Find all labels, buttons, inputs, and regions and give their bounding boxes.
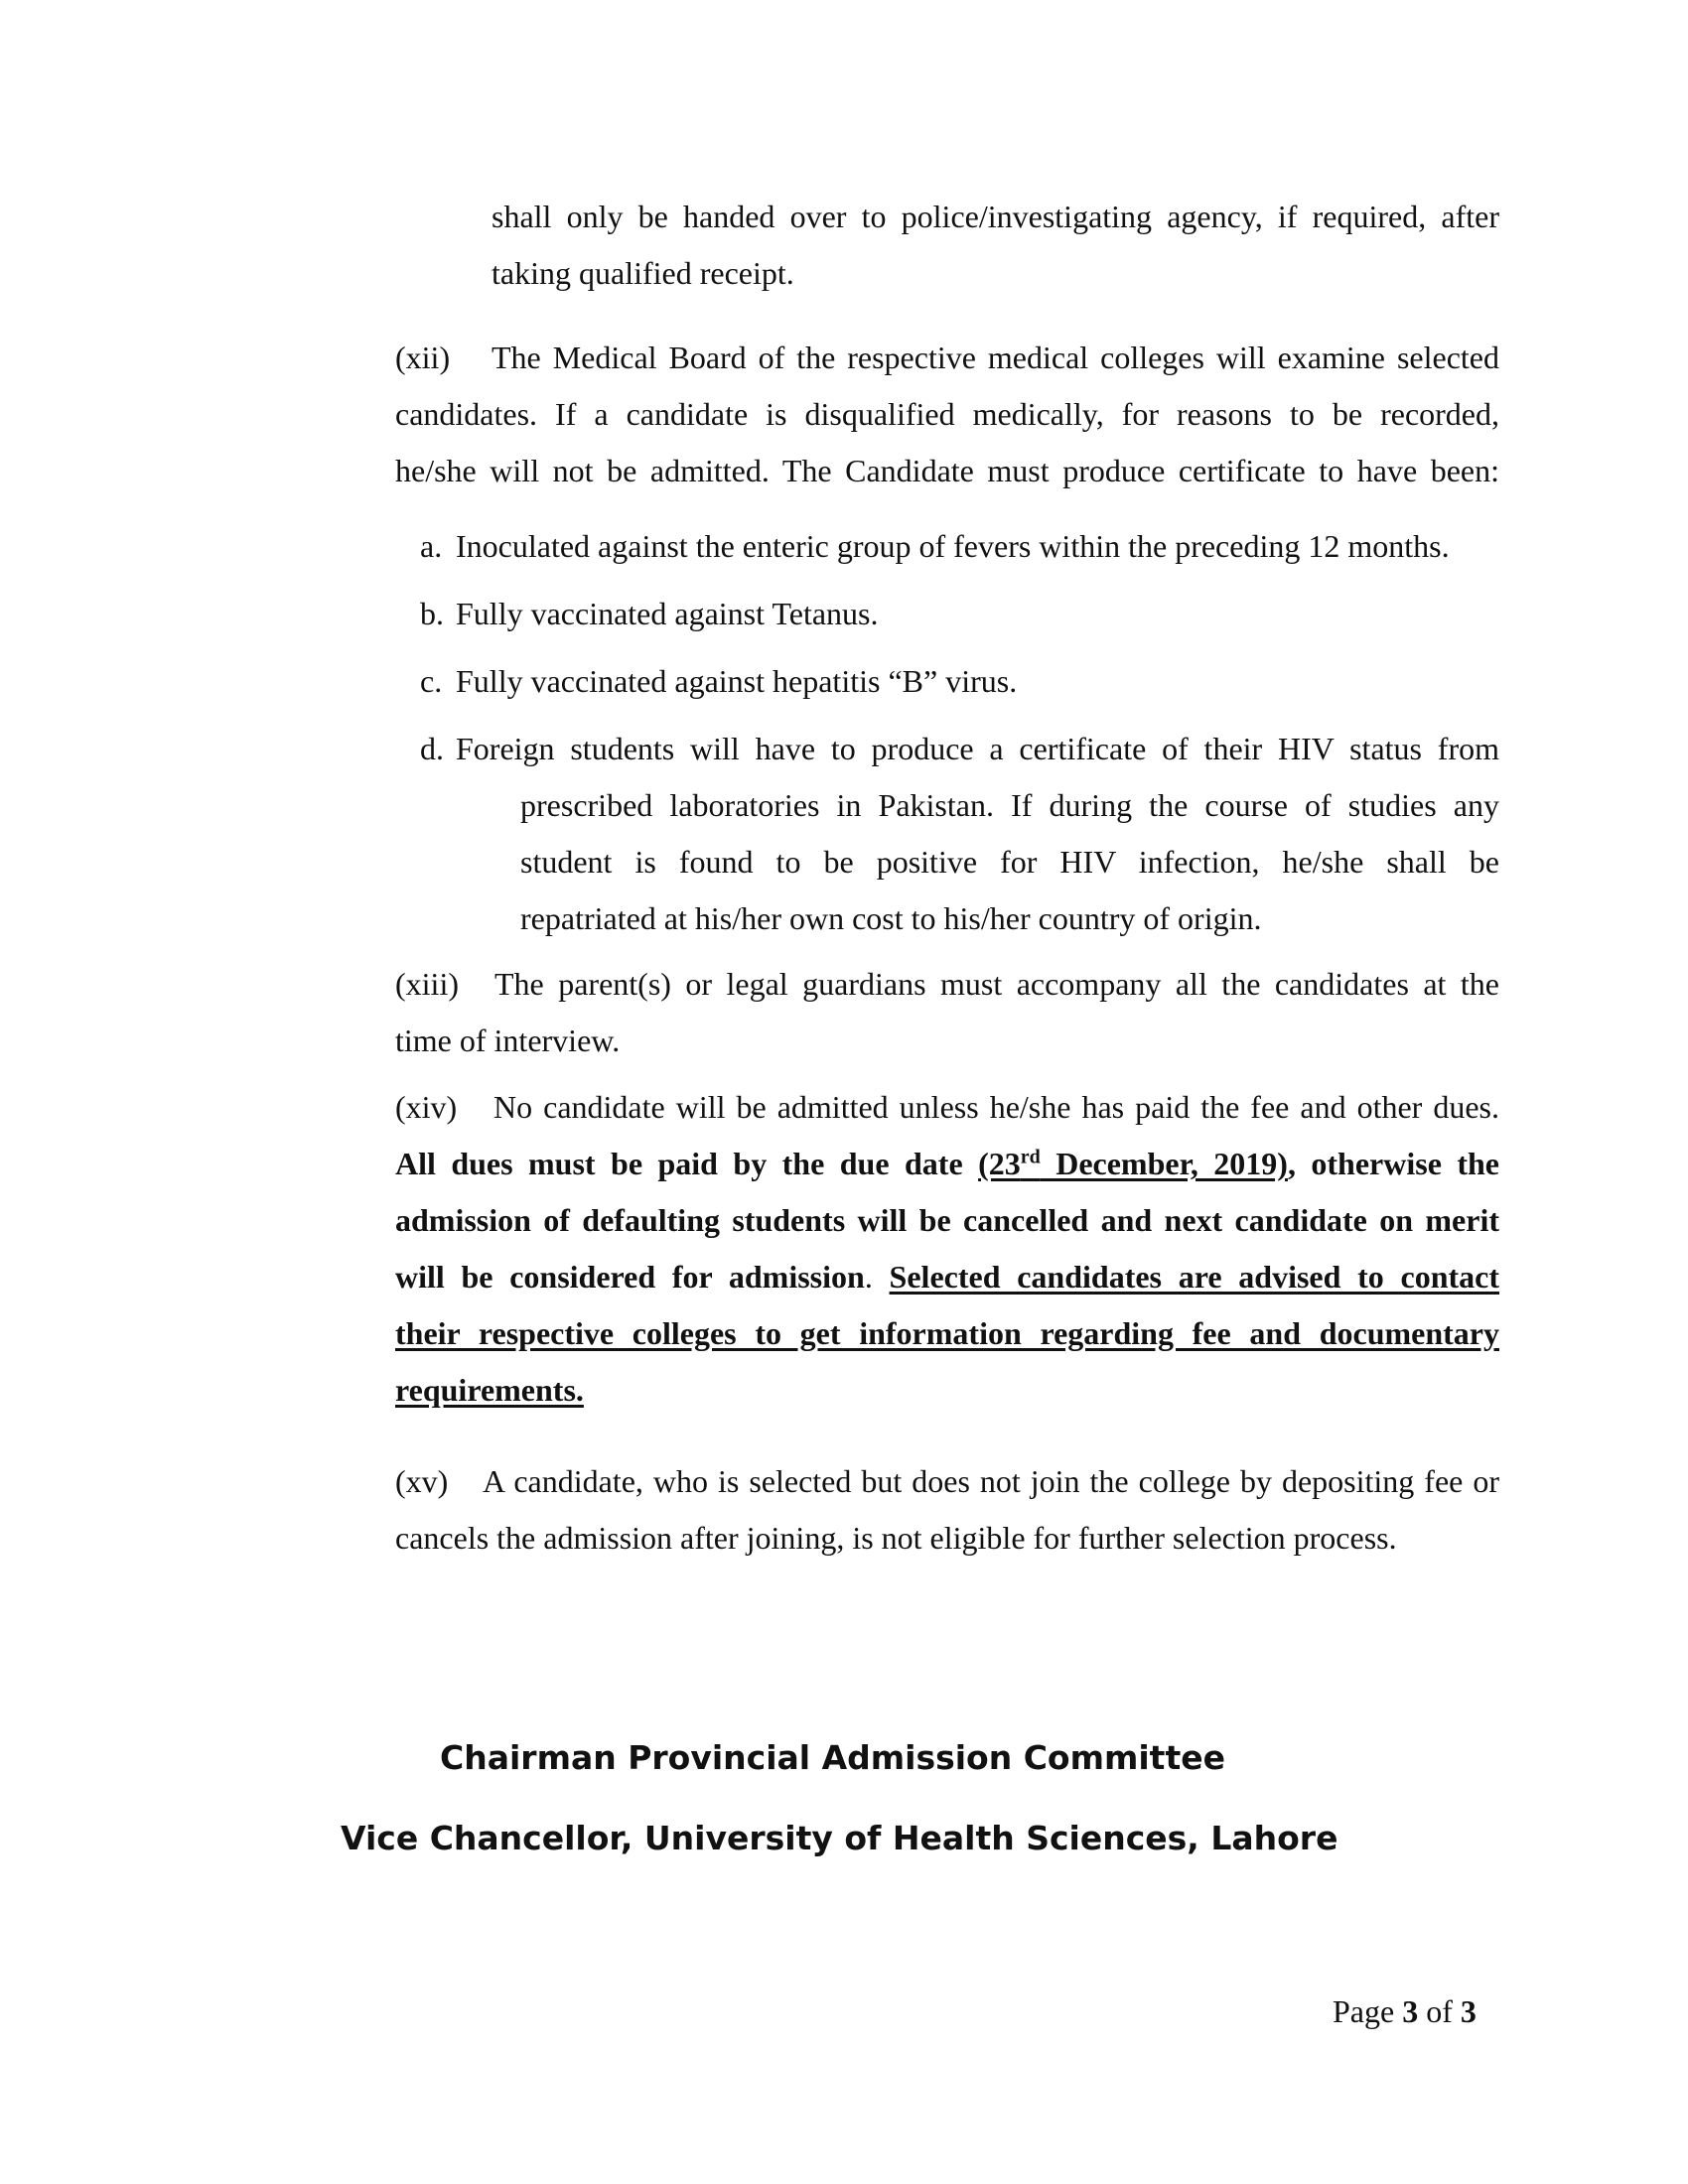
list-marker: d.	[420, 731, 444, 766]
item-xv-line-1	[395, 1453, 1499, 1510]
due-notice-text-cont: , otherwise the	[1287, 1146, 1500, 1181]
item-xii-line-1-text: The Medical Board of the respective medical colleges will examine selected	[492, 340, 1499, 375]
item-xii-line-1	[395, 330, 1499, 386]
list-marker: a.	[420, 528, 443, 564]
due-date-open: (23	[978, 1146, 1021, 1181]
list-marker: c.	[420, 663, 443, 699]
due-date-close: December, 2019)	[1040, 1146, 1288, 1181]
item-xiii-line-1	[395, 956, 1499, 1013]
due-notice-end: will be considered for admission	[395, 1259, 865, 1295]
item-xiv-line-1-text: No candidate will be admitted unless he/she has paid the fee and other dues.	[493, 1089, 1499, 1125]
item-xiv-line-3: admission of defaulting students will be cancelled and next candidate on merit	[395, 1202, 1499, 1238]
item-xiii-line-1-text: The parent(s) or legal guardians must accompany all the candidates at the	[494, 966, 1499, 1002]
list-item-d-line-1: Foreign students will have to produce a certificate of their HIV status from	[456, 731, 1499, 766]
continuation-paragraph	[492, 189, 1499, 302]
list-marker: b.	[420, 596, 444, 631]
item-xiv-number: (xiv)	[395, 1089, 458, 1125]
list-item-d	[395, 721, 1499, 959]
due-date-suffix: rd	[1020, 1146, 1041, 1168]
item-xv	[395, 1453, 1499, 1567]
item-xv-line-2: cancels the admission after joining, is not eligible for further selection process.	[395, 1520, 1397, 1556]
page-number	[1333, 1993, 1477, 2030]
list-item-text: Fully vaccinated against hepatitis “B” virus.	[456, 663, 1018, 699]
of-label: of	[1418, 1993, 1461, 2029]
due-notice-text: All dues must be paid by the due date	[395, 1146, 979, 1181]
item-xiii	[395, 956, 1499, 1069]
item-xii-line-2: candidates. If a candidate is disqualified medically, for reasons to be recorded,	[395, 396, 1499, 432]
item-xiv-line-1	[395, 1079, 1499, 1136]
page-label: Page	[1333, 1993, 1403, 2029]
list-item-d-line-2: prescribed laboratories in Pakistan. If during the course of studies any	[520, 787, 1499, 823]
item-xiv-line-2	[395, 1136, 1499, 1192]
current-page: 3	[1402, 1993, 1419, 2029]
list-item-text: Inoculated against the enteric group of fevers within the preceding 12 months.	[456, 528, 1450, 564]
item-xiv	[395, 1079, 1499, 1419]
list-item-d-line-3: student is found to be positive for HIV infection, he/she shall be	[520, 844, 1499, 880]
continuation-line-2: taking qualified receipt.	[492, 255, 794, 291]
continuation-line-1: shall only be handed over to police/investigating agency, if required, after	[492, 199, 1499, 234]
signature-office: Vice Chancellor, University of Health Sciences, Lahore	[341, 1819, 1338, 1857]
item-xii-number: (xii)	[395, 340, 451, 375]
item-xiv-line-6: requirements.	[395, 1372, 584, 1408]
item-xii	[395, 330, 1499, 499]
item-xiv-line-5: their respective colleges to get information regarding fee and documentary	[395, 1315, 1499, 1351]
item-xii-line-3: he/she will not be admitted. The Candidate must produce certificate to have been:	[395, 453, 1499, 488]
list-item-text: Fully vaccinated against Tetanus.	[456, 596, 879, 631]
item-xiii-number: (xiii)	[395, 966, 459, 1002]
contact-advice-start: Selected candidates are advised to contact	[889, 1259, 1500, 1295]
list-item-d-line-4: repatriated at his/her own cost to his/her country of origin.	[520, 900, 1262, 936]
requirement-list	[395, 518, 1499, 697]
item-xv-line-1-text: A candidate, who is selected but does not join the college by depositing fee or	[483, 1463, 1499, 1499]
signature-title: Chairman Provincial Admission Committee	[440, 1738, 1225, 1777]
total-pages: 3	[1460, 1993, 1477, 2029]
item-xv-number: (xv)	[395, 1463, 449, 1499]
item-xiii-line-2: time of interview.	[395, 1023, 621, 1058]
due-date	[978, 1146, 1288, 1181]
item-xiv-line-4	[395, 1249, 1499, 1305]
period: .	[864, 1259, 873, 1295]
